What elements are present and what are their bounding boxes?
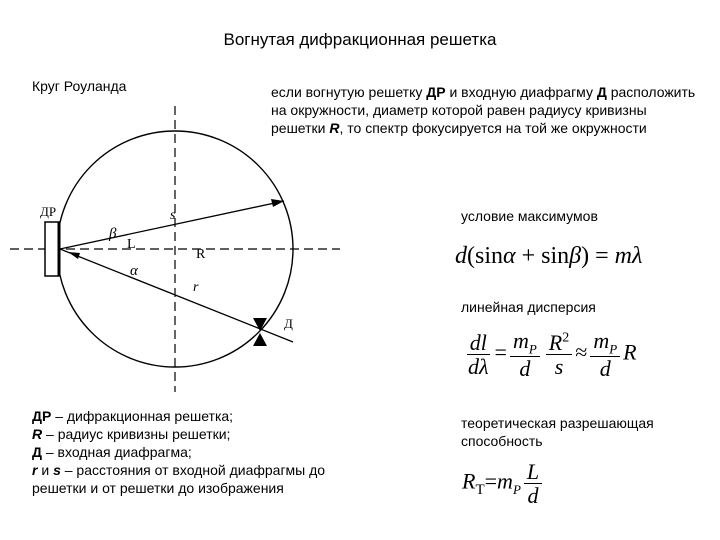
linear-dispersion-heading: линейная дисперсия	[461, 299, 596, 315]
f3-T: Т	[475, 482, 485, 499]
f2-frac-mp-d-2	[590, 329, 620, 380]
R-label: R	[196, 247, 206, 262]
linear-dispersion-formula	[462, 329, 637, 380]
f2-m2: m	[593, 328, 610, 353]
f3-eq: =	[484, 468, 498, 494]
legend-text: – входная диафрагма;	[41, 444, 192, 460]
f2-eq: =	[494, 339, 507, 365]
f3-m: m	[497, 468, 513, 494]
intro-bold-radius: R	[329, 120, 340, 136]
f1-m: m	[614, 243, 632, 269]
legend-line	[32, 443, 392, 461]
f2-frac-dl-dlambda	[465, 331, 492, 378]
f1-open: (sin	[467, 243, 503, 269]
legend-key: r	[32, 462, 38, 478]
legend-text: – дифракционная решетка;	[51, 408, 234, 424]
intro-part: если вогнутую решетку	[271, 84, 427, 100]
legend-key: Д	[32, 444, 42, 460]
beta-label: β	[109, 226, 117, 242]
legend-block	[32, 407, 392, 497]
f2-frac-r2-s	[546, 331, 572, 378]
f2-m: m	[512, 328, 529, 353]
legend-key: ДР	[32, 408, 52, 424]
grating-body	[45, 222, 59, 276]
f2-p2: P	[609, 341, 618, 357]
f2-d2: d	[599, 356, 611, 382]
intro-part: , то спектр фокусируется на той же окружности	[339, 120, 647, 136]
legend-mid: и	[37, 462, 54, 478]
f2-d: d	[519, 356, 531, 382]
f1-alpha: α	[503, 243, 516, 269]
f1-beta: β	[569, 243, 582, 269]
legend-text: – радиус кривизны решетки;	[42, 426, 231, 442]
legend-line	[32, 479, 392, 497]
f3-d: d	[527, 483, 539, 509]
legend-line	[32, 425, 392, 443]
f2-R: R	[623, 339, 637, 365]
max-condition-heading: условие максимумов	[461, 208, 598, 224]
r-label: r	[193, 280, 199, 295]
legend-line	[32, 407, 392, 425]
f2-dlambda: dλ	[468, 354, 489, 380]
grating-equation	[455, 243, 642, 270]
s-label: s	[170, 208, 176, 223]
intro-part: и входную диафрагму	[445, 84, 597, 100]
L-label: L	[127, 237, 136, 252]
resolving-power-formula	[462, 460, 545, 507]
f3-L: L	[524, 460, 542, 484]
intro-bold-slit: Д	[596, 84, 607, 100]
legend-key: R	[32, 426, 43, 442]
f2-s: s	[554, 354, 564, 380]
f1-eq: =	[589, 243, 615, 269]
f1-d: d	[455, 243, 467, 269]
legend-key: s	[53, 462, 61, 478]
rowland-circle-heading: Круг Роуланда	[32, 78, 127, 94]
legend-text: – расстояния от входной диафрагмы до	[60, 462, 326, 478]
page-title: Вогнутая дифракционная решетка	[223, 30, 497, 49]
legend-text: решетки и от решетки до изображения	[32, 480, 284, 496]
f1-close: )	[581, 243, 590, 269]
f2-p: P	[528, 341, 537, 357]
slit-label: Д	[284, 316, 293, 331]
intro-part: расположить на окружности, диаметр которой равен радиусу кривизны решетки	[271, 84, 696, 136]
f1-lambda: λ	[632, 243, 643, 269]
intro-bold-grating: ДР	[426, 84, 446, 100]
f2-dl: dl	[467, 331, 490, 355]
resolving-power-heading: теоретическая разрешающая способность	[461, 415, 654, 449]
grating-label: ДР	[40, 204, 57, 219]
f2-approx: ≈	[575, 339, 588, 365]
legend-line	[32, 461, 392, 479]
incident-ray-r	[60, 249, 293, 342]
f3-R: R	[462, 468, 476, 494]
f3-p: P	[512, 482, 521, 498]
f2-two: 2	[562, 330, 570, 346]
alpha-label: α	[130, 263, 138, 279]
f1-plus: + sin	[515, 243, 570, 269]
ray-arrowhead-icon	[68, 252, 80, 259]
f3-frac-L-d	[524, 460, 542, 507]
f2-R2: R	[548, 329, 563, 355]
f2-frac-mp-d	[510, 329, 540, 380]
